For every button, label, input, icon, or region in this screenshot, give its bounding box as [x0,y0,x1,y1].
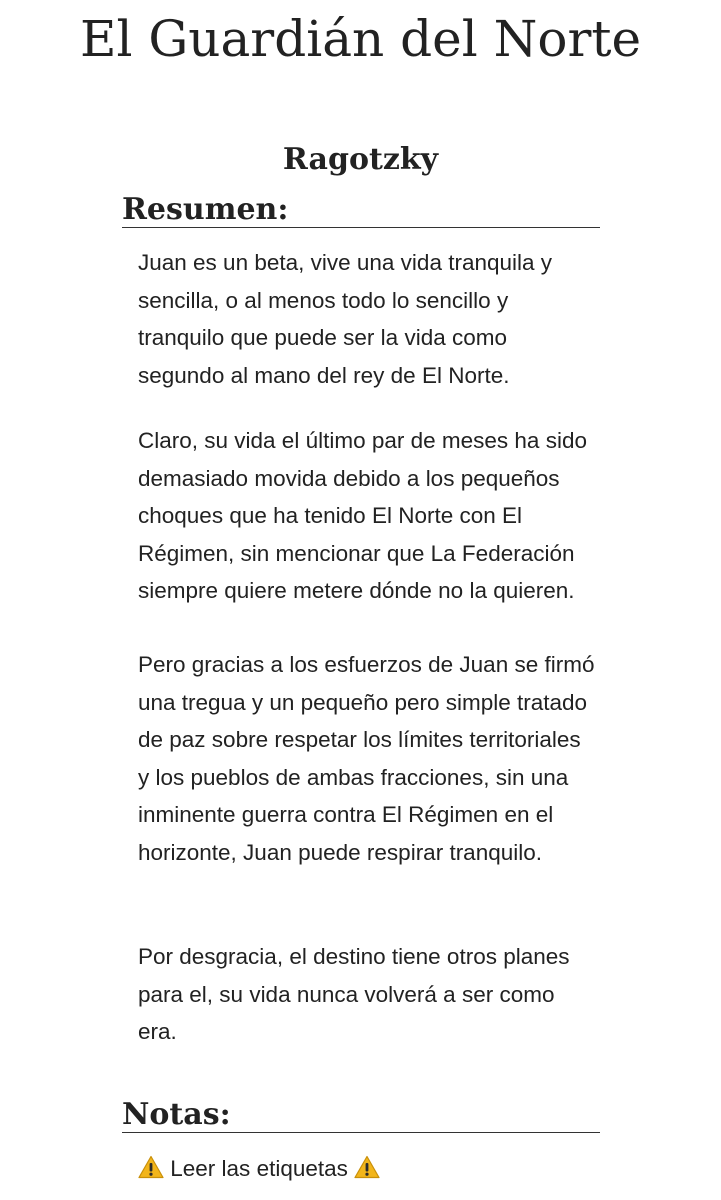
summary-heading: Resumen: [122,193,600,228]
note-text: Leer las etiquetas [170,1156,348,1181]
warning-icon [354,1155,380,1179]
summary-paragraph-1: Juan es un beta, vive una vida tranquila y sencilla, o al menos todo lo sencillo y tranquilo que puede ser la vida como segundo al mano del rey de El Norte. [138,250,553,388]
warning-icon [138,1155,164,1179]
summary-paragraph-2: Claro, su vida el último par de meses ha sido demasiado movida debido a los pequeños choques que ha tenido El Norte con El Régimen, sin mencionar que La Federación siempre quiere metere dónde no la quieren. [138,428,587,603]
story-title: El Guardián del Norte [79,10,642,68]
summary-paragraph-4: Por desgracia, el destino tiene otros planes para el, su vida nunca volverá a ser como era. [138,944,570,1044]
author-name: Ragotzky [282,142,439,177]
summary-paragraph-3: Pero gracias a los esfuerzos de Juan se firmó una tregua y un pequeño pero simple tratado de paz sobre respetar los límites territoriales y los pueblos de ambas fracciones, sin una inminente guerra contra El Régimen en el horizonte, Juan puede respirar tranquilo. [138,652,595,865]
note-item [138,1150,380,1188]
notes-heading: Notas: [122,1098,600,1133]
